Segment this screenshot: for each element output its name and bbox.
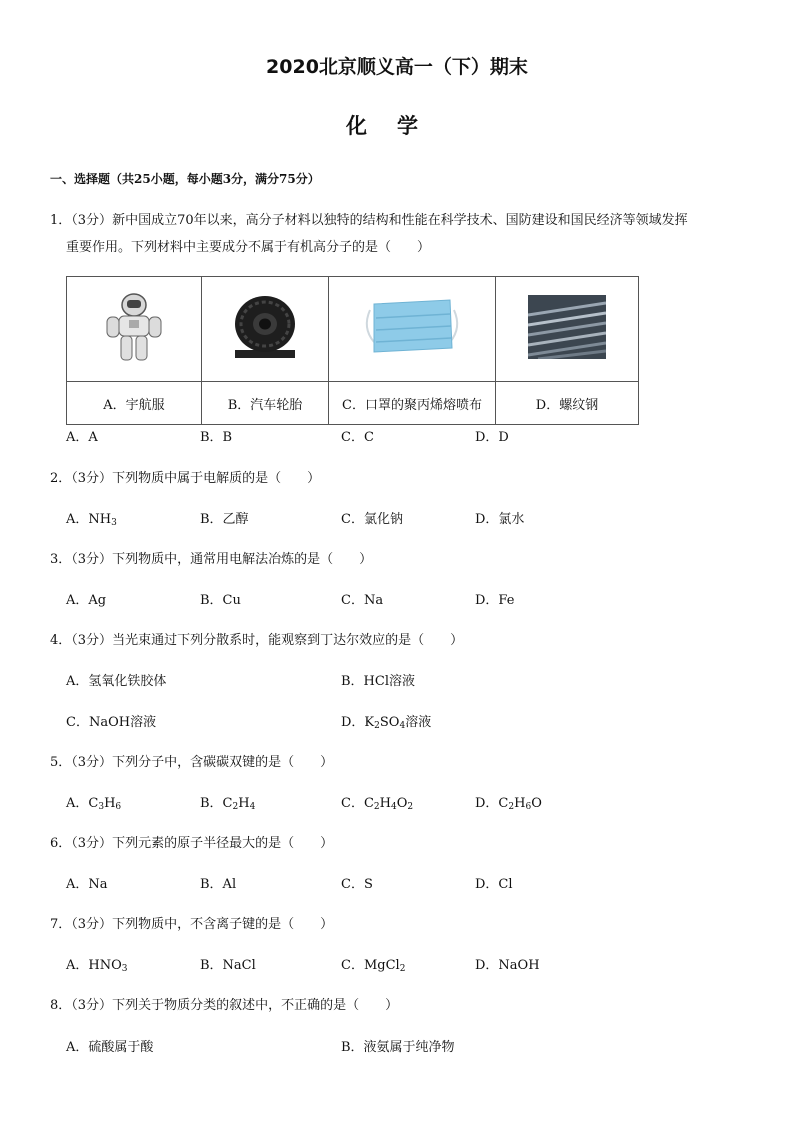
option-c[interactable]: C．S	[341, 877, 373, 892]
face-mask-icon	[360, 290, 464, 364]
question-score: （3分）	[71, 917, 113, 932]
question-score: （3分）	[71, 552, 113, 567]
question-number: 7．	[50, 917, 72, 932]
option-c[interactable]: C．Na	[341, 593, 384, 608]
option-d[interactable]: D．$K_2SO_4$溶液	[341, 715, 432, 731]
question-stem: 下列分子中，含碳碳双键的是（ ）	[112, 755, 334, 770]
option-c[interactable]: C．NaOH溶液	[66, 715, 157, 730]
option-b[interactable]: B．液氨属于纯净物	[341, 1040, 455, 1055]
option-a[interactable]: A．Ag	[66, 593, 107, 608]
question-4	[50, 629, 463, 648]
question-score: （3分）	[71, 836, 113, 851]
material-image-cell	[67, 277, 202, 382]
question-stem: 下列物质中，通常用电解法冶炼的是（ ）	[112, 552, 373, 567]
material-image-cell	[329, 277, 496, 382]
option-d[interactable]: D．氯水	[475, 512, 525, 527]
question-number: 2．	[50, 471, 72, 486]
rebar-steel-icon	[528, 295, 606, 359]
question-number: 4．	[50, 633, 72, 648]
question-score: （3分）	[71, 755, 113, 770]
question-1-line-2: 重要作用。下列材料中主要成分不属于有机高分子的是（ ）	[66, 240, 431, 255]
subject-title: 化学	[346, 114, 448, 138]
material-image-cell	[496, 277, 639, 382]
question-5	[50, 751, 333, 770]
spacesuit-icon	[99, 291, 169, 363]
option-b[interactable]: B．HCl溶液	[341, 674, 415, 689]
option-b[interactable]: B．Al	[200, 877, 237, 892]
material-label-a: A．宇航服	[67, 382, 202, 425]
question-1-line-1	[50, 209, 688, 228]
option-b[interactable]: B．Cu	[200, 593, 241, 608]
question-score: （3分）	[71, 633, 113, 648]
option-a[interactable]: A．$NH_3$	[66, 512, 117, 528]
materials-table	[66, 276, 639, 425]
section-heading: 一、选择题（共25小题，每小题3分，满分75分）	[50, 172, 320, 186]
question-score: （3分）	[71, 998, 113, 1013]
question-stem: 新中国成立70年以来，高分子材料以独特的结构和性能在科学技术、国防建设和国民经济等领域发挥	[112, 213, 688, 228]
option-a[interactable]: A．$C_3H_6$	[66, 796, 122, 812]
option-a[interactable]: A．硫酸属于酸	[66, 1040, 154, 1055]
option-b[interactable]: B．乙醇	[200, 512, 249, 527]
question-stem: 下列关于物质分类的叙述中，不正确的是（ ）	[112, 998, 399, 1013]
question-stem: 下列物质中，不含离子键的是（ ）	[112, 917, 334, 932]
option-c[interactable]: C．氯化钠	[341, 512, 403, 527]
question-6	[50, 832, 333, 851]
option-a[interactable]: A．$HNO_3$	[66, 958, 128, 974]
question-number: 5．	[50, 755, 72, 770]
question-number: 1．	[50, 213, 72, 228]
question-2	[50, 467, 320, 486]
question-number: 6．	[50, 836, 72, 851]
option-a[interactable]: A．氢氧化铁胶体	[66, 674, 167, 689]
question-8	[50, 994, 398, 1013]
question-stem: 下列物质中属于电解质的是（ ）	[112, 471, 321, 486]
option-c[interactable]: C．C	[341, 430, 374, 445]
question-3	[50, 548, 372, 567]
page-title: 2020北京顺义高一（下）期末	[266, 56, 528, 78]
option-d[interactable]: D．$C_2H_6O$	[475, 796, 542, 812]
question-7	[50, 913, 333, 932]
option-c[interactable]: C．$C_2H_4O_2$	[341, 796, 414, 812]
option-d[interactable]: D．NaOH	[475, 958, 540, 973]
question-score: （3分）	[71, 471, 113, 486]
material-image-cell	[202, 277, 329, 382]
option-c[interactable]: C．MgCl$_2$	[341, 958, 406, 974]
tire-icon	[227, 292, 303, 362]
question-stem: 下列元素的原子半径最大的是（ ）	[112, 836, 334, 851]
option-a[interactable]: A．A	[66, 430, 98, 445]
material-label-b: B．汽车轮胎	[202, 382, 329, 425]
option-b[interactable]: B．NaCl	[200, 958, 256, 973]
option-b[interactable]: B．$C_2H_4$	[200, 796, 256, 812]
question-stem: 当光束通过下列分散系时，能观察到丁达尔效应的是（ ）	[112, 633, 464, 648]
option-d[interactable]: D．D	[475, 430, 509, 445]
option-a[interactable]: A．Na	[66, 877, 108, 892]
question-score: （3分）	[71, 213, 113, 228]
material-label-c: C．口罩的聚丙烯熔喷布	[329, 382, 496, 425]
option-d[interactable]: D．Fe	[475, 593, 515, 608]
question-number: 8．	[50, 998, 72, 1013]
question-number: 3．	[50, 552, 72, 567]
option-d[interactable]: D．Cl	[475, 877, 513, 892]
material-label-d: D．螺纹钢	[496, 382, 639, 425]
option-b[interactable]: B．B	[200, 430, 233, 445]
